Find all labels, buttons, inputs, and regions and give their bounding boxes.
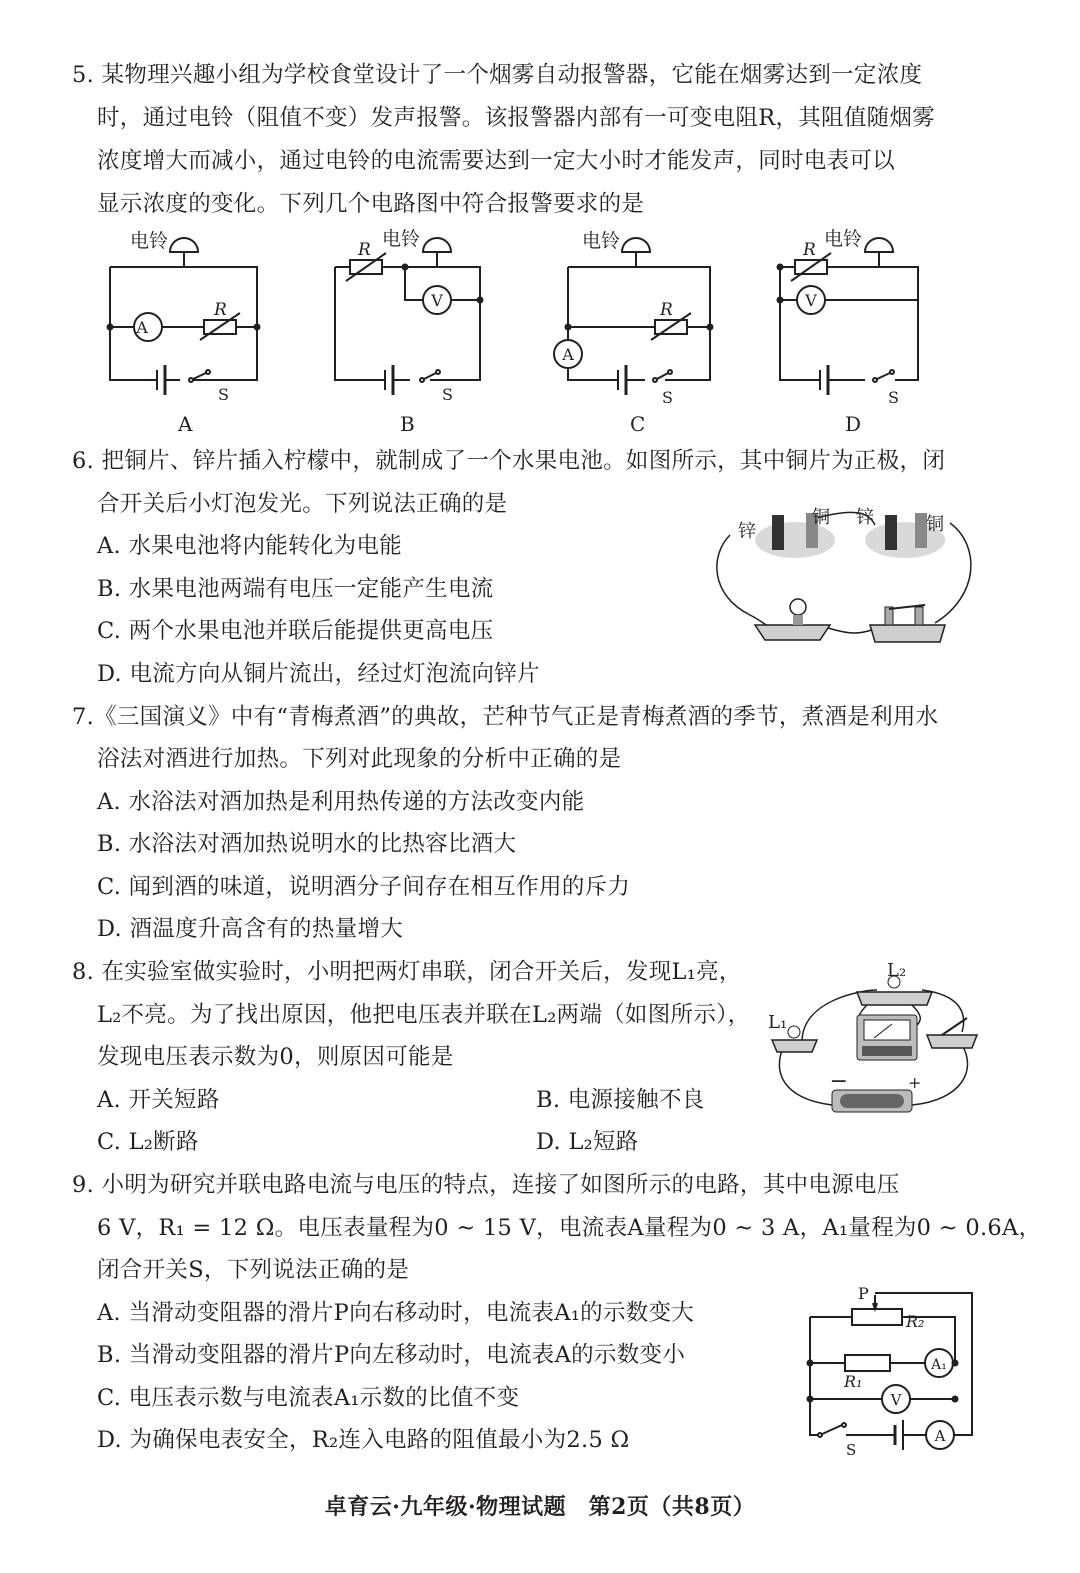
circuit-b-meter-label: V: [431, 291, 443, 310]
circuit-d-meter-label: V: [805, 291, 817, 310]
l1-label: L₁: [768, 1012, 788, 1033]
q9-line-2: 6 V，R₁ = 12 Ω。电压表量程为0 ~ 15 V，电流表A量程为0 ~ 3 A，A₁量程为0 ~ 0.6A，: [97, 1215, 1042, 1241]
circuit-a-bell-label: 电铃: [130, 230, 169, 252]
circuit-d-switch-label: S: [888, 388, 899, 407]
q8-line-1: 8. 在实验室做实验时，小明把两灯串联，闭合开关后，发现L₁亮，: [72, 959, 742, 985]
bulb-icon: [790, 599, 806, 615]
q6-line-1: 6. 把铜片、锌片插入柠檬中，就制成了一个水果电池。如图所示，其中铜片为正极，闭: [72, 448, 946, 474]
q6-option-d: D. 电流方向从铜片流出，经过灯泡流向锌片: [97, 661, 540, 687]
circuit-b-option-label: B: [400, 412, 415, 436]
circuit-d-bell-label: 电铃: [824, 228, 863, 250]
circuit-b-resistor-label: R: [358, 240, 371, 260]
zinc-plate-right: [885, 515, 897, 550]
q8-option-a: A. 开关短路: [97, 1087, 220, 1113]
q9-option-c: C. 电压表示数与电流表A₁示数的比值不变: [97, 1385, 520, 1411]
copper-label-left: 铜: [812, 507, 830, 528]
copper-label-right: 铜: [926, 514, 944, 535]
l1-base: [772, 1040, 817, 1052]
circuit-c-option-label: C: [630, 412, 646, 436]
q8-option-b: B. 电源接触不良: [536, 1087, 705, 1113]
q5-line-2: 时，通过电铃（阻值不变）发声报警。该报警器内部有一可变电阻R，其阻值随烟雾: [97, 105, 936, 131]
q6-option-c: C. 两个水果电池并联后能提供更高电压: [97, 618, 494, 644]
q6-fruit-battery-figure: [710, 495, 980, 650]
switch-base: [870, 625, 945, 642]
q6-line-2: 合开关后小灯泡发光。下列说法正确的是: [97, 491, 508, 517]
circuit-b-switch-label: S: [442, 385, 453, 404]
q5-circuit-figures: [100, 225, 1000, 440]
zinc-label-left: 锌: [738, 521, 756, 542]
circuit-d: [778, 238, 919, 395]
circuit-a-resistor-label: R: [214, 300, 227, 320]
page-footer: 卓育云·九年级·物理试题 第2页（共8页）: [324, 1494, 756, 1520]
q9-line-1: 9. 小明为研究并联电路电流与电压的特点，连接了如图所示的电路，其中电源电压: [72, 1172, 900, 1198]
q7-option-d: D. 酒温度升高含有的热量增大: [97, 916, 404, 942]
q5-line-4: 显示浓度的变化。下列几个电路图中符合报警要求的是: [97, 191, 645, 217]
r2-label: R₂: [906, 1312, 925, 1331]
q7-option-a: A. 水浴法对酒加热是利用热传递的方法改变内能: [97, 789, 585, 815]
zinc-plate-left: [772, 515, 784, 550]
q8-line-2: L₂不亮。为了找出原因，他把电压表并联在L₂两端（如图所示），: [97, 1002, 751, 1028]
q7-line-2: 浴法对酒进行加热。下列对此现象的分析中正确的是: [97, 746, 622, 772]
q5-line-1: 5. 某物理兴趣小组为学校食堂设计了一个烟雾自动报警器，它能在烟雾达到一定浓度: [72, 62, 923, 88]
r1-label: R₁: [844, 1372, 863, 1391]
l2-label: L₂: [887, 960, 907, 981]
circuit-c-switch-label: S: [662, 388, 673, 407]
q8-option-c: C. L₂断路: [97, 1129, 199, 1155]
circuit-a-option-label: A: [178, 412, 193, 436]
q7-option-b: B. 水浴法对酒加热说明水的比热容比酒大: [97, 831, 517, 857]
voltmeter-label: V: [890, 1391, 902, 1409]
q7-line-1: 7.《三国演义》中有“青梅煮酒”的典故，芒种节气正是青梅煮酒的季节，煮酒是利用水: [72, 704, 939, 730]
q8-option-d: D. L₂短路: [536, 1129, 639, 1155]
switch-base: [927, 1035, 977, 1048]
q9-line-3: 闭合开关S，下列说法正确的是: [97, 1257, 410, 1283]
ammeter-a1-label: A₁: [931, 1357, 947, 1373]
q7-option-c: C. 闻到酒的味道，说明酒分子间存在相互作用的斥力: [97, 874, 631, 900]
q9-circuit-figure: [800, 1285, 980, 1460]
l1-bulb-icon: [788, 1026, 800, 1038]
ammeter-a-label: A: [934, 1427, 946, 1445]
circuit-d-option-label: D: [845, 412, 862, 436]
circuit-c-resistor-label: R: [660, 300, 673, 320]
circuit-b-bell-label: 电铃: [382, 228, 421, 250]
circuit-d-resistor-label: R: [803, 240, 816, 260]
q5-line-3: 浓度增大而减小，通过电铃的电流需要达到一定大小时才能发声，同时电表可以: [97, 148, 896, 174]
circuit-a-switch-label: S: [218, 385, 229, 404]
circuit-c: [554, 238, 713, 395]
circuit-b: [335, 238, 483, 395]
q6-option-a: A. 水果电池将内能转化为电能: [97, 533, 403, 559]
slider-p-label: P: [858, 1285, 869, 1303]
q8-lab-circuit-figure: [762, 960, 987, 1120]
q6-option-b: B. 水果电池两端有电压一定能产生电流: [97, 576, 494, 602]
q9-option-d: D. 为确保电表安全，R₂连入电路的阻值最小为2.5 Ω: [97, 1427, 630, 1453]
bulb-base: [755, 625, 830, 640]
q9-option-a: A. 当滑动变阻器的滑片P向右移动时，电流表A₁的示数变大: [97, 1300, 695, 1326]
battery-minus-label: −: [829, 1069, 848, 1094]
switch-s-label: S: [846, 1441, 857, 1459]
circuit-c-meter-label: A: [562, 345, 574, 364]
q9-option-b: B. 当滑动变阻器的滑片P向左移动时，电流表A的示数变小: [97, 1342, 686, 1368]
zinc-label-right: 锌: [856, 507, 874, 528]
battery-plus-label: +: [908, 1073, 922, 1092]
q8-line-3: 发现电压表示数为0，则原因可能是: [97, 1044, 454, 1070]
l2-base: [857, 992, 932, 1005]
circuit-a: [108, 238, 260, 395]
circuit-a-meter-label: A: [136, 318, 148, 337]
circuit-c-bell-label: 电铃: [582, 230, 621, 252]
